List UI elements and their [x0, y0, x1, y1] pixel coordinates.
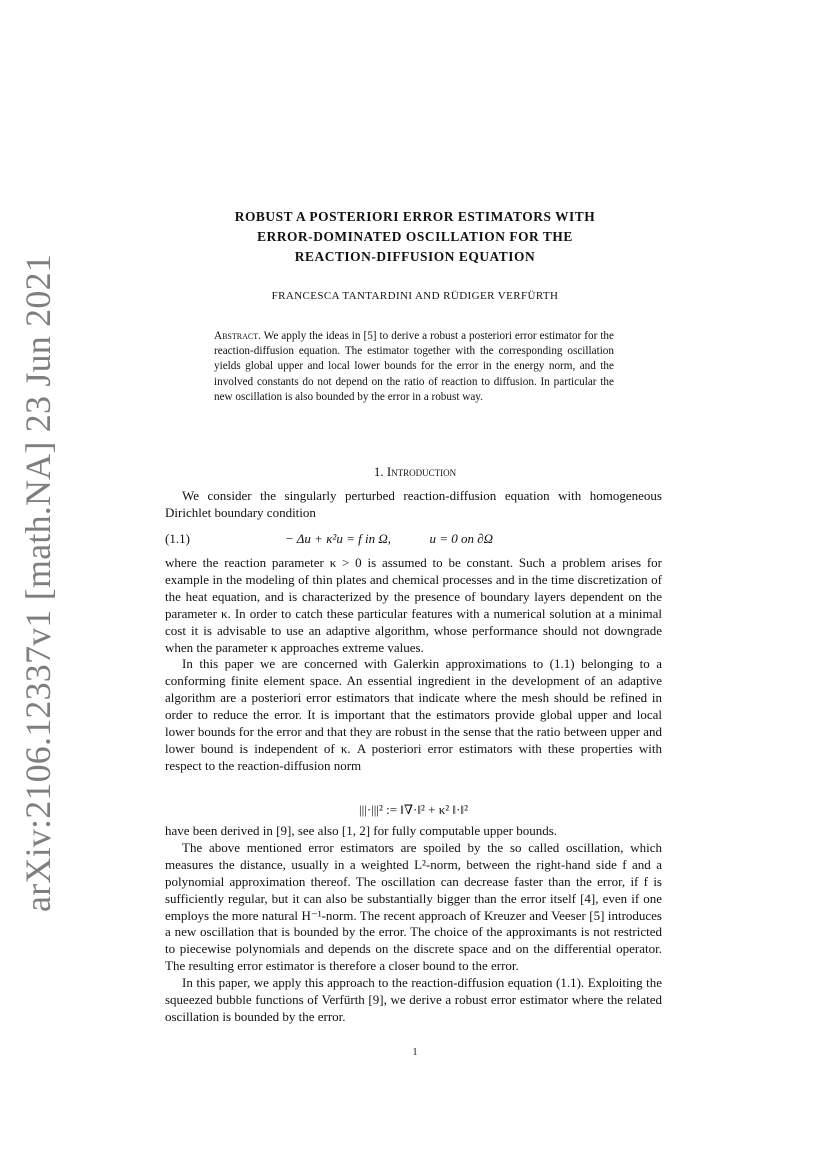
abstract-text: We apply the ideas in [5] to derive a robust a posteriori error estimator for the reaction-diffusion equation. The estimator together with the corresponding oscillation yields global upper and local lower bounds for the error in the energy norm, and the involved constants do not depend on the ratio of reaction to diffusion. In particular the new oscillation is also bounded by the error in a robust way.	[214, 330, 614, 403]
abstract	[214, 329, 614, 405]
title-line-1: ROBUST A POSTERIORI ERROR ESTIMATORS WITH	[234, 209, 596, 224]
paragraph-3: In this paper we are concerned with Galerkin approximations to (1.1) belonging to a conforming finite element space. An essential ingredient in the development of an adaptive algorithm are a posteriori error estimators that indicate where the mesh should be refined in order to reduce the error. It is important that the estimators provide global upper and local lower bounds for the error and that they are robust in the sense that the ratio between upper and lower bound is independent of κ. A posteriori error estimators with these properties with respect to the reaction-diffusion norm	[165, 656, 662, 773]
title-line-2: ERROR-DOMINATED OSCILLATION FOR THE	[257, 229, 573, 244]
abstract-heading: Abstract.	[214, 330, 261, 342]
paragraph-1: We consider the singularly perturbed reaction-diffusion equation with homogeneous Dirichlet boundary condition	[165, 488, 662, 520]
paper-title	[165, 207, 665, 267]
title-line-3: REACTION-DIFFUSION EQUATION	[294, 249, 536, 264]
arxiv-identifier-stamp	[14, 254, 62, 912]
paragraph-5: The above mentioned error estimators are spoiled by the so called oscillation, which measures the distance, usually in a weighted L²-norm, between the right-hand side f and a polynomial approximation thereof. The oscillation can decrease faster than the error, if f is sufficiently regular, but it can also be substantially bigger than the error itself [4], even if one employs the more natural H⁻¹-norm. The recent approach of Kreuzer and Veeser [5] introduces a new oscillation that is bounded by the error. The choice of the approximants is not restricted to piecewise polynomials and depends on the discrete space and on the differential operator. The resulting error estimator is therefore a closer bound to the error.	[165, 839, 662, 974]
equation-1-1-body	[285, 531, 493, 547]
equation-norm	[165, 802, 662, 818]
paragraph-6: In this paper, we apply this approach to the reaction-diffusion equation (1.1). Exploiting the squeezed bubble functions of Verfürth [9], we derive a robust error estimator where the related oscillation is bounded by the error.	[165, 975, 662, 1024]
paragraph-1-block	[165, 488, 662, 522]
equation-norm-body: |||·|||² := ‖∇·‖² + κ² ‖·‖²	[359, 802, 468, 817]
equation-1-1-lhs: − Δu + κ²u = f in Ω,	[285, 531, 391, 546]
equation-1-1-number: (1.1)	[165, 531, 190, 546]
paragraphs-4-6-block	[165, 823, 662, 1026]
paragraphs-2-3-block	[165, 555, 662, 775]
page-number: 1	[412, 1047, 418, 1058]
section-heading	[165, 464, 665, 480]
arxiv-identifier-text: arXiv:2106.12337v1 [math.NA] 23 Jun 2021	[18, 254, 58, 912]
paragraph-4: have been derived in [9], see also [1, 2] for fully computable upper bounds.	[165, 823, 558, 838]
equation-1-1-rhs: u = 0 on ∂Ω	[429, 531, 494, 546]
section-number: 1.	[373, 464, 384, 479]
section-title: Introduction	[386, 464, 457, 479]
paragraph-2: where the reaction parameter κ > 0 is assumed to be constant. Such a problem arises for example in the modeling of thin plates and chemical processes and in the time discretization of the heat equation, and is characterized by the presence of boundary layers dependent on the parameter κ. In order to catch these particular features with a numerical solution at a minimal cost it is advisable to use an adaptive algorithm, whose performance should not downgrade when the parameter κ approaches extreme values.	[165, 555, 662, 655]
paper-authors: FRANCESCA TANTARDINI AND RÜDIGER VERFÜRTH	[271, 290, 559, 302]
